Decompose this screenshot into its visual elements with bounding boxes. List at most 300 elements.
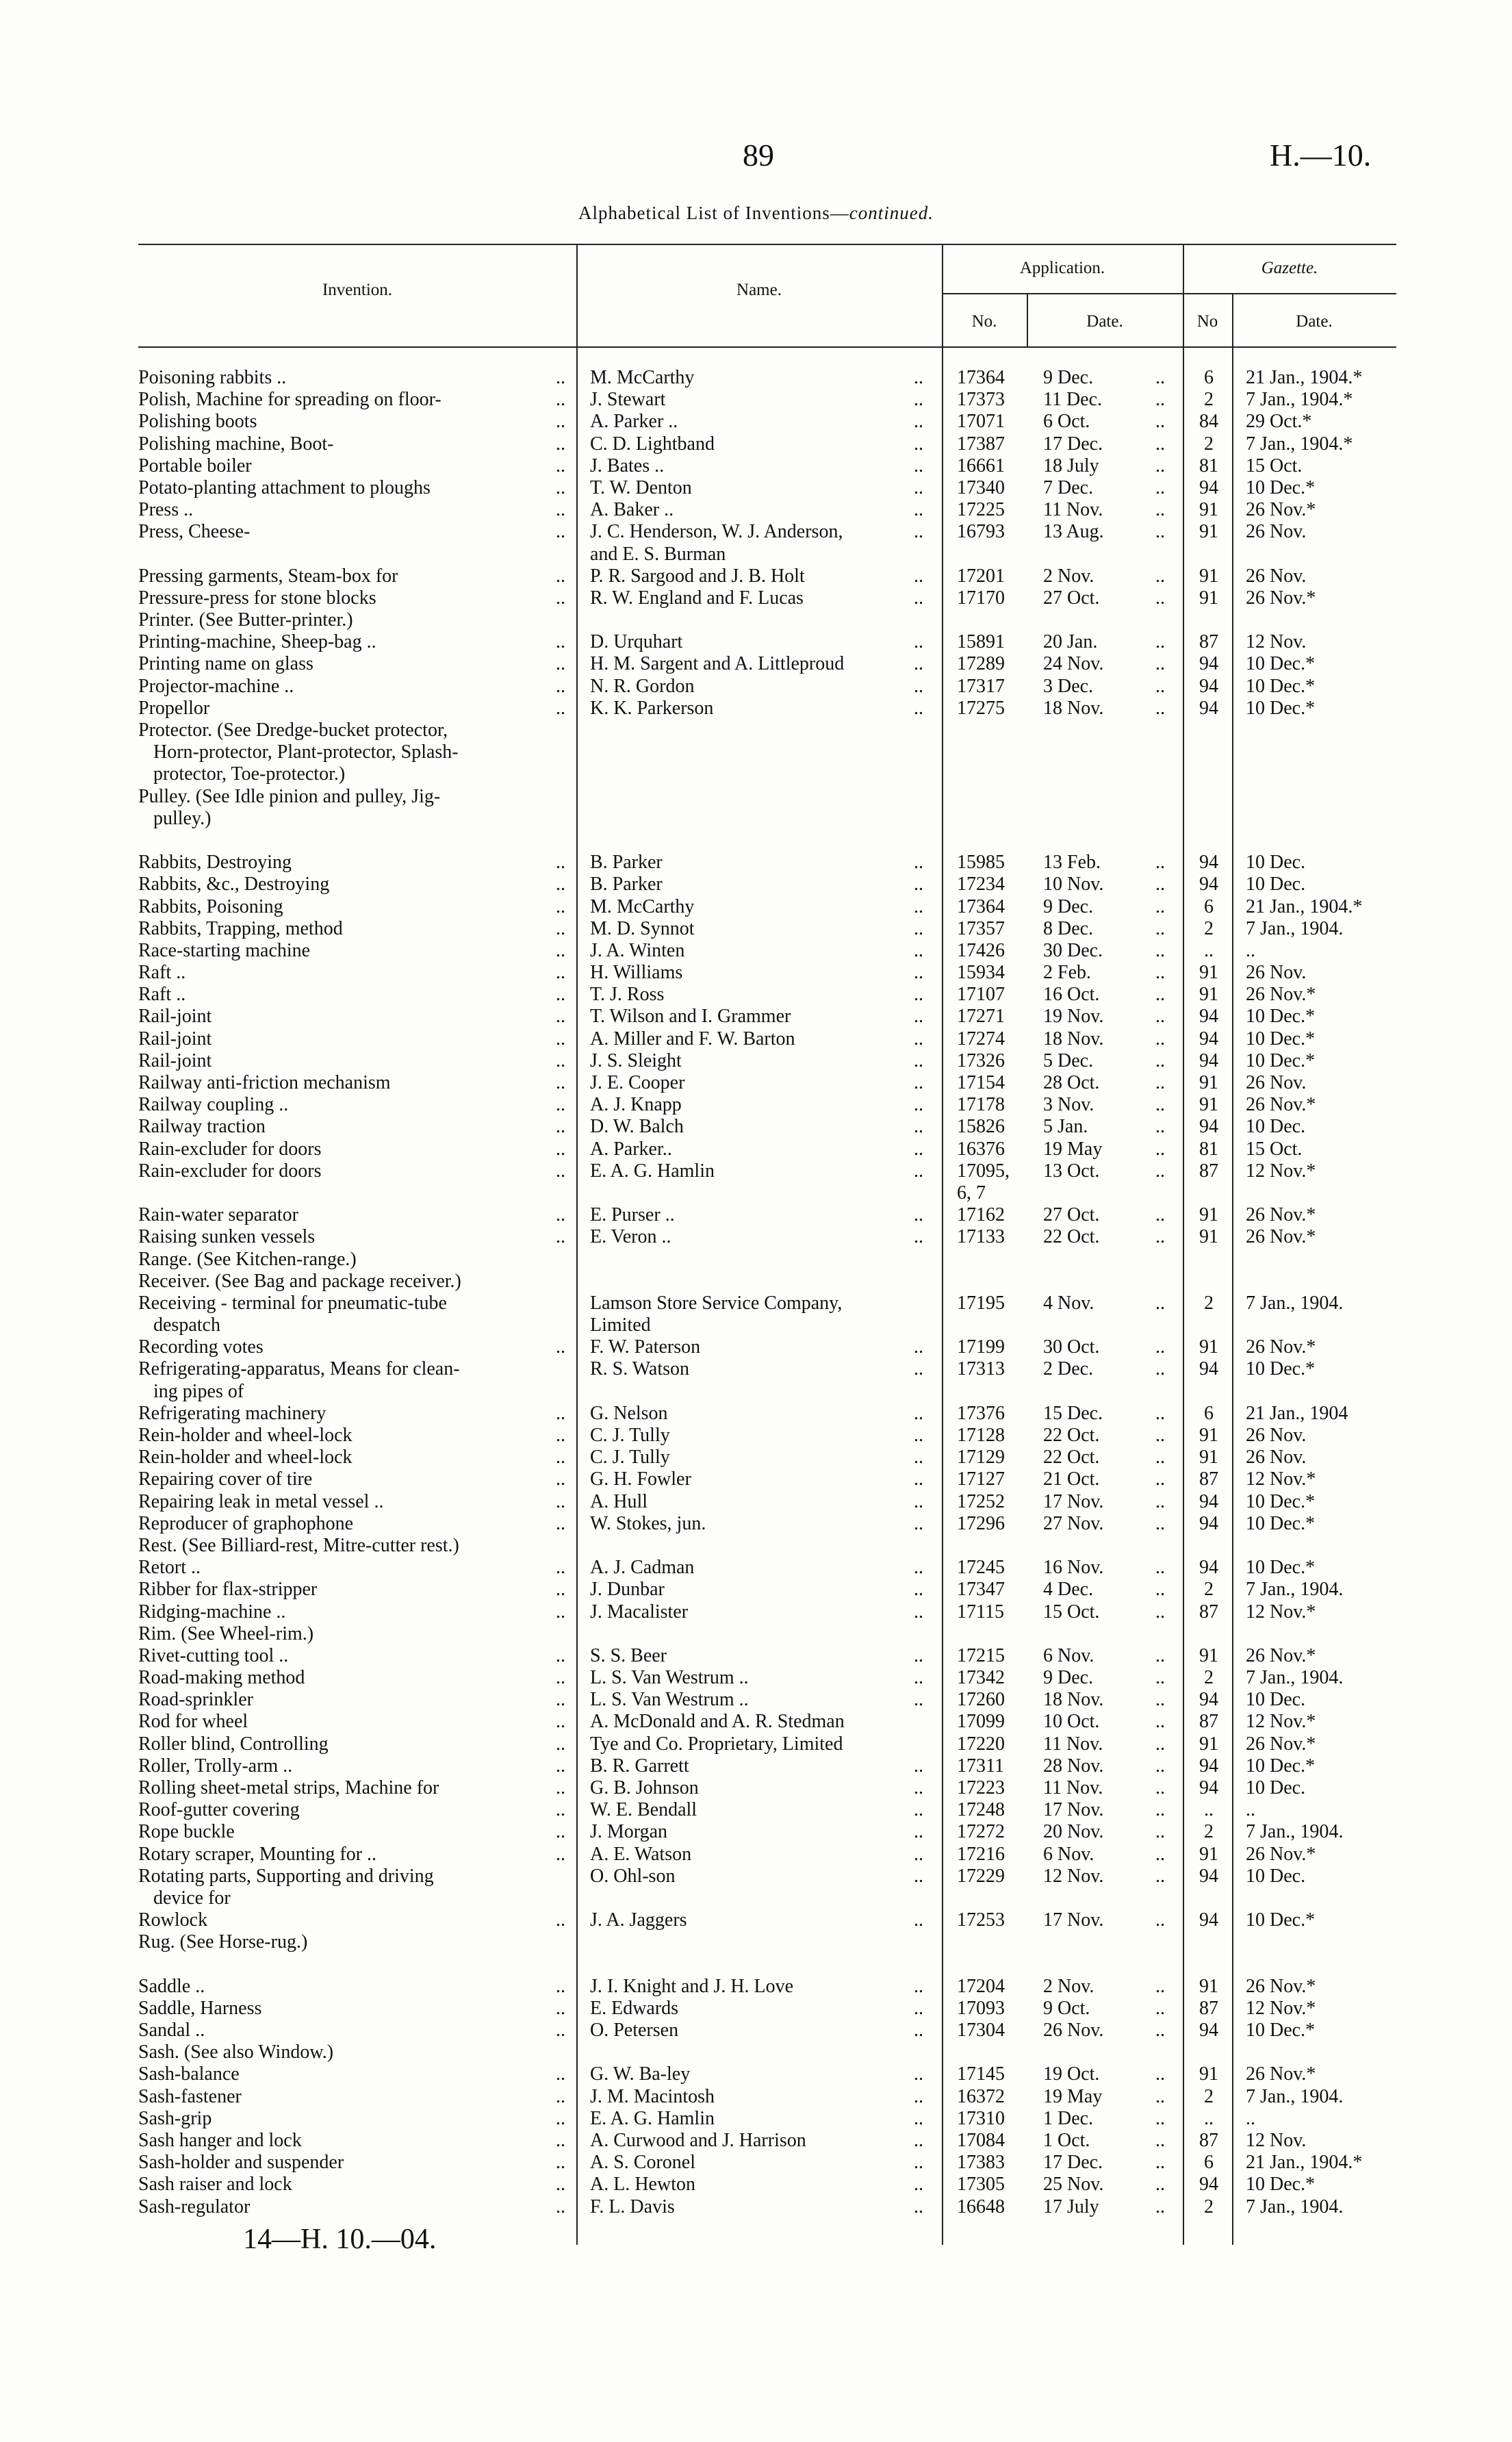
name-cell: A. J. Knapp (590, 1094, 682, 1116)
name-leader: .. (914, 984, 923, 1006)
name-cell: A. E. Watson (590, 1843, 692, 1865)
application-date-cell: 18 July (1043, 455, 1099, 476)
invention-cell: Poisoning rabbits .. (138, 367, 287, 388)
application-date-cell: 2 Feb. (1043, 962, 1091, 984)
gazette-number-cell: 91 (1199, 1644, 1218, 1666)
application-date-cell: 20 Jan. (1043, 631, 1098, 653)
date-leader: .. (1155, 1094, 1165, 1116)
application-date-cell: 12 Nov. (1043, 1865, 1104, 1887)
gazette-number-cell: 81 (1199, 455, 1218, 476)
invention-cell: Rein-holder and wheel-lock (138, 1425, 353, 1446)
application-number-cell: 17313 (957, 1358, 1005, 1380)
name-leader: .. (914, 389, 923, 411)
invention-cell: Sash hanger and lock (138, 2130, 302, 2151)
gazette-number-cell: 94 (1199, 476, 1218, 498)
gazette-number-cell: 2 (1204, 389, 1214, 411)
name-cell: T. J. Ross (590, 984, 665, 1006)
application-date-cell: 3 Dec. (1043, 675, 1094, 697)
name-cell: E. Purser .. (590, 1204, 675, 1226)
page-header (0, 137, 1512, 185)
gazette-date-cell: 26 Nov.* (1246, 1975, 1316, 1997)
date-leader: .. (1155, 1447, 1165, 1468)
application-date-cell: 24 Nov. (1043, 653, 1104, 675)
table-row (0, 1579, 1512, 1601)
table-row (0, 389, 1512, 411)
name-leader: .. (914, 2085, 923, 2107)
invention-leader: .. (556, 1579, 565, 1601)
table-row (0, 874, 1512, 895)
name-leader: .. (914, 587, 923, 609)
date-leader: .. (1155, 1689, 1165, 1711)
list-title-text: Alphabetical List of Inventions— (578, 203, 849, 223)
table-row (0, 1866, 1512, 1887)
invention-cell: Railway coupling .. (138, 1094, 289, 1116)
table-row (0, 587, 1512, 609)
invention-cell: Sandal .. (138, 2020, 205, 2042)
invention-leader: .. (556, 389, 565, 411)
gazette-number-cell: 91 (1199, 1204, 1218, 1226)
spacer-row (0, 1954, 1512, 1976)
invention-cell: ing pipes of (153, 1380, 244, 1402)
application-date-cell: 19 Nov. (1043, 1006, 1104, 1028)
name-leader: .. (914, 1425, 923, 1446)
date-leader: .. (1155, 1072, 1165, 1093)
application-date-cell: 9 Oct. (1043, 1997, 1090, 2019)
name-cell: W. Stokes, jun. (590, 1512, 706, 1534)
invention-cell: Rabbits, &c., Destroying (138, 874, 330, 895)
gazette-number-cell: 94 (1199, 697, 1218, 719)
gazette-number-cell: 91 (1199, 1072, 1218, 1093)
table-row (0, 1072, 1512, 1094)
name-leader: .. (914, 1997, 923, 2019)
application-number-cell: 17223 (957, 1777, 1005, 1798)
gazette-number-cell: 2 (1204, 2085, 1214, 2107)
invention-leader: .. (556, 1644, 565, 1666)
application-number-cell: 17245 (957, 1557, 1005, 1579)
date-leader: .. (1155, 1843, 1165, 1865)
name-leader: .. (914, 1006, 923, 1028)
name-leader: .. (914, 455, 923, 476)
name-leader: .. (914, 917, 923, 939)
invention-cell: Road-sprinkler (138, 1689, 253, 1711)
invention-cell: Rain-excluder for doors (138, 1138, 322, 1160)
application-date-cell: 2 Nov. (1043, 565, 1094, 587)
application-date-cell: 30 Dec. (1043, 939, 1103, 961)
application-number-cell: 17199 (957, 1336, 1005, 1358)
name-cell: A. S. Coronel (590, 2152, 695, 2174)
name-cell: T. Wilson and I. Grammer (590, 1006, 791, 1028)
name-cell: B. R. Garrett (590, 1755, 689, 1777)
application-number-cell: 16372 (957, 2085, 1005, 2107)
invention-cell: Propellor (138, 697, 210, 719)
date-leader: .. (1155, 587, 1165, 609)
gazette-number-cell: 91 (1199, 565, 1218, 587)
invention-cell: Rail-joint (138, 1028, 212, 1050)
gazette-date-cell: 26 Nov.* (1246, 1644, 1316, 1666)
invention-leader: .. (556, 1468, 565, 1490)
invention-leader: .. (556, 631, 565, 653)
gazette-date-cell: 21 Jan., 1904 (1246, 1402, 1348, 1424)
date-leader: .. (1155, 1821, 1165, 1843)
gazette-number-cell: 91 (1199, 984, 1218, 1006)
invention-cell: protector, Toe-protector.) (153, 763, 346, 785)
invention-leader: .. (556, 962, 565, 984)
date-leader: .. (1155, 2020, 1165, 2042)
date-leader: .. (1155, 1425, 1165, 1446)
table-row (0, 1403, 1512, 1425)
name-leader: .. (914, 1909, 923, 1931)
name-cell: A. Parker .. (590, 411, 678, 433)
invention-cell: Reproducer of graphophone (138, 1512, 354, 1534)
date-leader: .. (1155, 1579, 1165, 1601)
table-row (0, 1777, 1512, 1799)
table-row (0, 2063, 1512, 2085)
application-number-cell: 15826 (957, 1116, 1005, 1138)
table-row (0, 1601, 1512, 1623)
gazette-number-cell: 94 (1199, 1909, 1218, 1931)
table-row (0, 1249, 1512, 1271)
invention-leader: .. (556, 1094, 565, 1116)
header-bottom-rule (138, 346, 1396, 348)
invention-cell: Polishing machine, Boot- (138, 433, 334, 455)
table-row (0, 1204, 1512, 1226)
gazette-number-cell: 2 (1204, 1821, 1214, 1843)
name-leader: .. (914, 1072, 923, 1093)
invention-leader: .. (556, 1711, 565, 1733)
invention-cell: Raft .. (138, 984, 186, 1006)
application-number-cell: 17426 (957, 939, 1005, 961)
invention-cell: Road-making method (138, 1667, 305, 1689)
gazette-date-cell: 26 Nov.* (1246, 984, 1316, 1006)
invention-leader: .. (556, 2152, 565, 2174)
application-number-cell: 17145 (957, 2063, 1005, 2085)
gazette-date-cell: 21 Jan., 1904.* (1246, 2152, 1363, 2174)
table-row (0, 896, 1512, 918)
date-leader: .. (1155, 895, 1165, 917)
date-leader: .. (1155, 476, 1165, 498)
invention-cell: Sash-holder and suspender (138, 2152, 344, 2174)
invention-leader: .. (556, 697, 565, 719)
application-number-cell: 17326 (957, 1050, 1005, 1071)
gazette-date-cell: .. (1246, 1799, 1255, 1821)
name-leader: .. (914, 1094, 923, 1116)
table-row (0, 1336, 1512, 1358)
name-leader: .. (914, 1468, 923, 1490)
gazette-number-cell: 87 (1199, 1160, 1218, 1182)
gazette-date-cell: .. (1246, 2107, 1255, 2129)
invention-leader: .. (556, 1843, 565, 1865)
table-row (0, 1425, 1512, 1447)
application-number-cell: 17234 (957, 874, 1005, 895)
name-leader: .. (914, 1050, 923, 1071)
name-cell: A. Baker .. (590, 499, 674, 521)
gazette-number-cell: 91 (1199, 521, 1218, 543)
application-date-cell: 19 May (1043, 2085, 1103, 2107)
application-date-cell: 5 Dec. (1043, 1050, 1094, 1071)
gazette-number-cell: 94 (1199, 1557, 1218, 1579)
application-date-cell: 28 Nov. (1043, 1755, 1104, 1777)
name-leader: .. (914, 565, 923, 587)
gazette-number-cell: 81 (1199, 1138, 1218, 1160)
date-leader: .. (1155, 852, 1165, 874)
gazette-date-cell: 10 Dec.* (1246, 1358, 1316, 1380)
name-cell: and E. S. Burman (590, 543, 726, 565)
application-date-cell: 1 Dec. (1043, 2107, 1094, 2129)
gazette-date-cell: 26 Nov. (1246, 1072, 1307, 1093)
gazette-date-cell: 12 Nov.* (1246, 1160, 1316, 1182)
gazette-date-cell: 10 Dec. (1246, 1865, 1306, 1887)
name-cell: J. Macalister (590, 1601, 689, 1623)
name-leader: .. (914, 521, 923, 543)
date-leader: .. (1155, 1138, 1165, 1160)
application-number-cell: 17347 (957, 1579, 1005, 1601)
name-cell: J. S. Sleight (590, 1050, 682, 1071)
application-date-cell: 18 Nov. (1043, 1028, 1104, 1050)
gazette-date-cell: 26 Nov.* (1246, 2063, 1316, 2085)
name-leader: .. (914, 1821, 923, 1843)
invention-cell: Saddle .. (138, 1975, 205, 1997)
table-row (0, 1006, 1512, 1028)
date-leader: .. (1155, 939, 1165, 961)
name-cell: C. J. Tully (590, 1447, 670, 1468)
application-date-cell: 30 Oct. (1043, 1336, 1100, 1358)
application-number-cell: 17225 (957, 499, 1005, 521)
name-cell: J. Morgan (590, 1821, 668, 1843)
name-leader: .. (914, 1358, 923, 1380)
name-cell: A. Parker.. (590, 1138, 672, 1160)
name-cell: H. M. Sargent and A. Littleproud (590, 653, 845, 675)
table-top-rule (138, 244, 1396, 245)
date-leader: .. (1155, 1865, 1165, 1887)
application-date-cell: 17 Nov. (1043, 1490, 1104, 1512)
name-cell: J. A. Winten (590, 939, 685, 961)
gazette-date-cell: 26 Nov. (1246, 962, 1307, 984)
invention-leader: .. (556, 1909, 565, 1931)
gazette-number-cell: 91 (1199, 1425, 1218, 1446)
name-cell: J. I. Knight and J. H. Love (590, 1975, 794, 1997)
name-leader: .. (914, 1160, 923, 1182)
name-leader: .. (914, 1226, 923, 1248)
invention-cell: Saddle, Harness (138, 1997, 262, 2019)
invention-cell: Sash. (See also Window.) (138, 2042, 334, 2063)
application-date-cell: 13 Aug. (1043, 521, 1104, 543)
table-row (0, 2152, 1512, 2174)
name-cell: G. B. Johnson (590, 1777, 699, 1798)
name-leader: .. (914, 433, 923, 455)
invention-cell: Press .. (138, 499, 194, 521)
invention-leader: .. (556, 1336, 565, 1358)
table-row (0, 1116, 1512, 1138)
table-row (0, 1844, 1512, 1866)
name-cell: N. R. Gordon (590, 675, 695, 697)
invention-cell: Rotary scraper, Mounting for .. (138, 1843, 377, 1865)
name-leader: .. (914, 1755, 923, 1777)
name-leader: .. (914, 1512, 923, 1534)
invention-cell: Rotating parts, Supporting and driving (138, 1865, 434, 1887)
application-date-cell: 27 Oct. (1043, 587, 1100, 609)
table-row (0, 1447, 1512, 1468)
name-cell: A. Curwood and J. Harrison (590, 2130, 806, 2151)
name-leader: .. (914, 852, 923, 874)
gazette-date-cell: 7 Jan., 1904. (1246, 2085, 1344, 2107)
table-row (0, 808, 1512, 830)
date-leader: .. (1155, 1909, 1165, 1931)
date-leader: .. (1155, 1644, 1165, 1666)
table-row (0, 676, 1512, 698)
gazette-date-cell: 26 Nov.* (1246, 1204, 1316, 1226)
table-row (0, 1755, 1512, 1777)
table-row (0, 763, 1512, 785)
table-row (0, 1293, 1512, 1314)
date-leader: .. (1155, 1402, 1165, 1424)
spacer-row (0, 830, 1512, 852)
application-number-cell: 16376 (957, 1138, 1005, 1160)
table-row (0, 455, 1512, 477)
gazette-number-cell: 91 (1199, 587, 1218, 609)
application-date-cell: 26 Nov. (1043, 2020, 1104, 2042)
invention-leader: .. (556, 1138, 565, 1160)
gazette-number-cell: 94 (1199, 675, 1218, 697)
name-cell: D. W. Balch (590, 1116, 684, 1138)
invention-cell: Retort .. (138, 1557, 201, 1579)
gazette-number-cell: 94 (1199, 1490, 1218, 1512)
application-number-cell: 17127 (957, 1468, 1005, 1490)
gazette-date-cell: 10 Dec. (1246, 874, 1306, 895)
table-row (0, 1733, 1512, 1755)
name-leader: .. (914, 1865, 923, 1887)
invention-cell: Rail-joint (138, 1050, 212, 1071)
table-row (0, 1821, 1512, 1843)
table-row (0, 1799, 1512, 1821)
invention-cell: Roller blind, Controlling (138, 1733, 329, 1755)
name-leader: .. (914, 675, 923, 697)
invention-leader: .. (556, 1050, 565, 1071)
gazette-date-cell: 10 Dec. (1246, 852, 1306, 874)
name-cell: J. M. Macintosh (590, 2085, 715, 2107)
gazette-date-cell: 26 Nov.* (1246, 1843, 1316, 1865)
invention-leader: .. (556, 1072, 565, 1093)
invention-cell: Projector-machine .. (138, 675, 294, 697)
table-row (0, 698, 1512, 720)
name-cell: J. E. Cooper (590, 1072, 685, 1093)
gazette-date-cell: 26 Nov. (1246, 1425, 1307, 1446)
application-number-cell: 17373 (957, 389, 1005, 411)
date-leader: .. (1155, 1336, 1165, 1358)
invention-leader: .. (556, 1425, 565, 1446)
gazette-date-cell: 10 Dec.* (1246, 675, 1316, 697)
name-cell: A. L. Hewton (590, 2174, 695, 2196)
gazette-number-cell: 94 (1199, 2020, 1218, 2042)
date-leader: .. (1155, 1204, 1165, 1226)
application-date-cell: 3 Nov. (1043, 1094, 1094, 1116)
gazette-number-cell: 94 (1199, 1028, 1218, 1050)
application-number-cell: 17260 (957, 1689, 1005, 1711)
application-number-cell: 17387 (957, 433, 1005, 455)
gazette-date-cell: 15 Oct. (1246, 455, 1303, 476)
gazette-date-cell: 7 Jan., 1904. (1246, 917, 1344, 939)
name-leader: .. (914, 653, 923, 675)
application-date-cell: 9 Dec. (1043, 367, 1094, 388)
application-date-cell: 15 Dec. (1043, 1402, 1103, 1424)
invention-leader: .. (556, 476, 565, 498)
application-date-cell: 18 Nov. (1043, 697, 1104, 719)
gazette-date-cell: 26 Nov. (1246, 521, 1307, 543)
application-date-cell: 10 Nov. (1043, 874, 1104, 895)
invention-cell: Rain-water separator (138, 1204, 298, 1226)
name-cell: F. W. Paterson (590, 1336, 701, 1358)
gazette-number-cell: 91 (1199, 1094, 1218, 1116)
invention-leader: .. (556, 433, 565, 455)
date-leader: .. (1155, 2107, 1165, 2129)
table-row (0, 565, 1512, 587)
application-number-cell: 17304 (957, 2020, 1005, 2042)
gazette-date-cell: 10 Dec.* (1246, 697, 1316, 719)
gazette-number-cell: 91 (1199, 1733, 1218, 1755)
application-date-cell: 17 Nov. (1043, 1909, 1104, 1931)
application-number-cell: 17342 (957, 1667, 1005, 1689)
gazette-number-cell: 94 (1199, 653, 1218, 675)
invention-leader: .. (556, 1821, 565, 1843)
gazette-date-cell: 10 Dec.* (1246, 2020, 1316, 2042)
invention-cell: Rail-joint (138, 1006, 212, 1028)
date-leader: .. (1155, 1160, 1165, 1182)
date-leader: .. (1155, 1116, 1165, 1138)
application-date-cell: 2 Nov. (1043, 1975, 1094, 1997)
gazette-date-cell: 10 Dec.* (1246, 1557, 1316, 1579)
gazette-date-cell: 7 Jan., 1904. (1246, 1579, 1344, 1601)
invention-leader: .. (556, 1116, 565, 1138)
header-gazette: Gazette. (1261, 259, 1318, 277)
application-number-cell: 17317 (957, 675, 1005, 697)
gazette-number-cell: 94 (1199, 1689, 1218, 1711)
name-leader: .. (914, 1336, 923, 1358)
gazette-date-cell: 26 Nov.* (1246, 1226, 1316, 1248)
gazette-number-cell: 94 (1199, 1006, 1218, 1028)
invention-cell: pulley.) (153, 807, 212, 829)
table-row (0, 1358, 1512, 1380)
invention-cell: Ridging-machine .. (138, 1601, 286, 1623)
invention-leader: .. (556, 2107, 565, 2129)
application-date-cell: 22 Oct. (1043, 1425, 1100, 1446)
application-number-cell: 17275 (957, 697, 1005, 719)
table-row (0, 2196, 1512, 2218)
date-leader: .. (1155, 389, 1165, 411)
name-cell: J. Dunbar (590, 1579, 665, 1601)
name-cell: E. A. G. Hamlin (590, 1160, 715, 1182)
gazette-date-cell: 26 Nov.* (1246, 499, 1316, 521)
invention-cell: Rain-excluder for doors (138, 1160, 322, 1182)
table-row (0, 609, 1512, 631)
invention-cell: Polish, Machine for spreading on floor- (138, 389, 441, 411)
name-cell: D. Urquhart (590, 631, 683, 653)
table-row (0, 852, 1512, 874)
date-leader: .. (1155, 411, 1165, 433)
invention-cell: Sash-balance (138, 2063, 240, 2085)
table-row (0, 477, 1512, 499)
table-row (0, 2042, 1512, 2063)
invention-cell: Rabbits, Destroying (138, 852, 292, 874)
gazette-date-cell: 12 Nov.* (1246, 1601, 1316, 1623)
gazette-date-cell: .. (1246, 939, 1255, 961)
invention-leader: .. (556, 499, 565, 521)
gazette-number-cell: 94 (1199, 1116, 1218, 1138)
gazette-date-cell: 12 Nov.* (1246, 1711, 1316, 1733)
table-row (0, 984, 1512, 1006)
invention-leader: .. (556, 1975, 565, 1997)
name-cell: M. McCarthy (590, 895, 695, 917)
gazette-date-cell: 10 Dec. (1246, 1116, 1306, 1138)
date-leader: .. (1155, 1358, 1165, 1380)
